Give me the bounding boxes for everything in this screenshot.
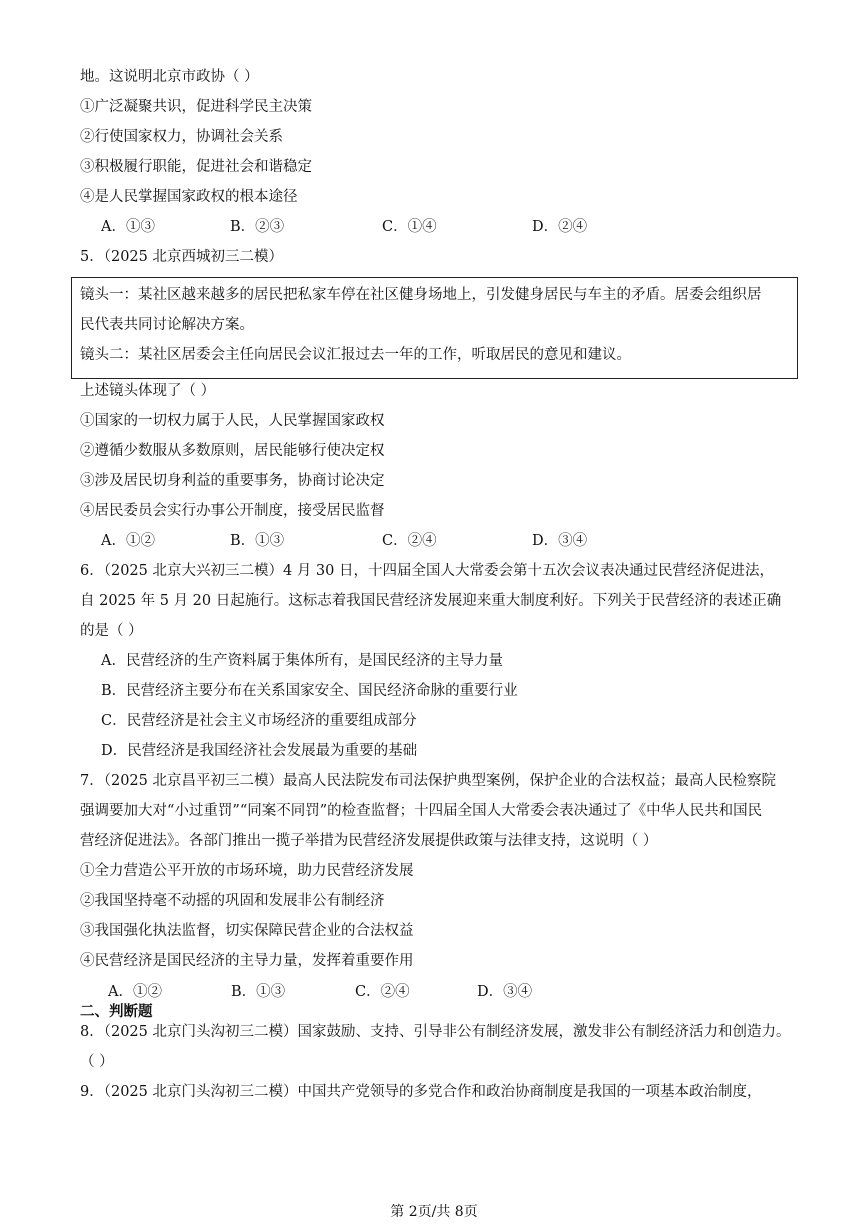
q7-option-c: C．②④ xyxy=(355,984,410,1000)
q4-option-d: D．②④ xyxy=(532,219,588,235)
q8-stem: 8．（2025 北京门头沟初三二模）国家鼓励、支持、引导非公有制经济发展，激发非公有制经济活力和创造力。 xyxy=(80,1024,791,1040)
q4-item-2: ②行使国家权力，协调社会关系 xyxy=(80,129,283,145)
q4-item-3: ③积极履行职能，促进社会和谐稳定 xyxy=(80,159,312,175)
q4-option-c: C．①④ xyxy=(382,219,437,235)
q5-item-2: ②遵循少数服从多数原则，居民能够行使决定权 xyxy=(80,443,385,459)
page-number: 第 2页/共 8页 xyxy=(390,1204,478,1220)
q4-stem-tail: 地。这说明北京市政协（ ） xyxy=(80,69,259,85)
q7-stem-line-2: 强调要加大对“小过重罚”“同案不同罚”的检查监督；十四届全国人大常委会表决通过了《中华人民共和国民 xyxy=(80,803,763,819)
q5-option-b: B．①③ xyxy=(230,533,285,549)
q6-option-d: D．民营经济是我国经济社会发展最为重要的基础 xyxy=(101,743,418,759)
q7-option-a: A．①② xyxy=(108,984,162,1000)
q5-box-line-1: 镜头一：某社区越来越多的居民把私家车停在社区健身场地上，引发健身居民与车主的矛盾。居委会组织居 xyxy=(80,287,762,303)
q8-answer-blank: （ ） xyxy=(80,1054,114,1070)
q7-stem-line-3: 营经济促进法》。各部门推出一揽子举措为民营经济发展提供政策与法律支持，这说明（ ） xyxy=(80,833,658,849)
q5-option-d: D．③④ xyxy=(532,533,588,549)
q5-item-4: ④居民委员会实行办事公开制度，接受居民监督 xyxy=(80,503,385,519)
q5-heading: 5．（2025 北京西城初三二模） xyxy=(80,249,283,265)
q5-option-a: A．①② xyxy=(101,533,155,549)
q6-stem-line-1: 6．（2025 北京大兴初三二模）4 月 30 日，十四届全国人大常委会第十五次会议表决通过民营经济促进法， xyxy=(80,563,774,579)
q4-item-1: ①广泛凝聚共识，促进科学民主决策 xyxy=(80,99,312,115)
q7-option-d: D．③④ xyxy=(477,984,533,1000)
q7-item-2: ②我国坚持毫不动摇的巩固和发展非公有制经济 xyxy=(80,893,385,909)
q6-option-b: B．民营经济主要分布在关系国家安全、国民经济命脉的重要行业 xyxy=(101,683,518,699)
q5-stem: 上述镜头体现了（ ） xyxy=(80,383,216,399)
q6-stem-line-3: 的是（ ） xyxy=(80,623,143,639)
q7-stem-line-1: 7．（2025 北京昌平初三二模）最高人民法院发布司法保护典型案例，保护企业的合法权益；最高人民检察院 xyxy=(80,773,776,789)
q7-item-1: ①全力营造公平开放的市场环境，助力民营经济发展 xyxy=(80,863,414,879)
q7-option-b: B．①③ xyxy=(231,984,286,1000)
q7-item-3: ③我国强化执法监督，切实保障民营企业的合法权益 xyxy=(80,923,414,939)
q5-box-line-3: 镜头二：某社区居委会主任向居民会议汇报过去一年的工作，听取居民的意见和建议。 xyxy=(80,347,631,363)
q5-item-3: ③涉及居民切身利益的重要事务，协商讨论决定 xyxy=(80,473,385,489)
q5-option-c: C．②④ xyxy=(382,533,437,549)
q4-item-4: ④是人民掌握国家政权的根本途径 xyxy=(80,189,298,205)
q5-item-1: ①国家的一切权力属于人民，人民掌握国家政权 xyxy=(80,413,385,429)
q4-option-a: A．①③ xyxy=(101,219,155,235)
q6-option-c: C．民营经济是社会主义市场经济的重要组成部分 xyxy=(101,713,417,729)
q6-option-a: A．民营经济的生产资料属于集体所有，是国民经济的主导力量 xyxy=(101,653,503,669)
section-heading-judgment: 二、判断题 xyxy=(80,1003,153,1020)
q6-stem-line-2: 自 2025 年 5 月 20 日起施行。这标志着我国民营经济发展迎来重大制度利好。下列关于民营经济的表述正确 xyxy=(80,593,782,609)
q7-item-4: ④民营经济是国民经济的主导力量，发挥着重要作用 xyxy=(80,953,414,969)
q5-box-line-2: 民代表共同讨论解决方案。 xyxy=(80,317,254,333)
q4-option-b: B．②③ xyxy=(230,219,285,235)
q9-stem: 9．（2025 北京门头沟初三二模）中国共产党领导的多党合作和政治协商制度是我国的一项基本政治制度， xyxy=(80,1084,762,1100)
